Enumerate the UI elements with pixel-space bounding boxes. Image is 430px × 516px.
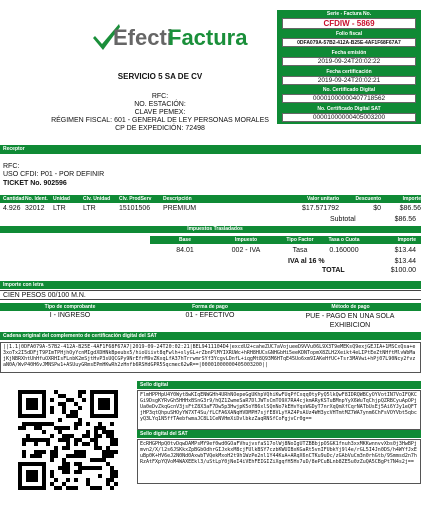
payment-forma-value: 01 - EFECTIVO bbox=[185, 312, 235, 319]
emisor-rfc: RFC: bbox=[151, 93, 169, 100]
payment-metodo-value: PUE - PAGO EN UNA SOLA EXHIBICION bbox=[305, 313, 395, 329]
cert-digital-label: No. Certificado Digital bbox=[322, 87, 376, 93]
taxes-cell-impuesto: 002 - IVA bbox=[231, 247, 261, 254]
concepts-cell-importe: $86.56 bbox=[399, 205, 421, 212]
cert-sat-label: No. Certificado Digital SAT bbox=[317, 106, 381, 112]
subtotal-value: $86.56 bbox=[394, 216, 416, 223]
folio-fiscal-label: Folio fiscal bbox=[335, 31, 363, 37]
fecha-emision-label: Fecha emisión bbox=[331, 50, 367, 56]
sello-sat-text: EcRHGPHpQ0tvDqwDAMPsMY9ef0wd0GOaFVhujvsfaS17olWj8NoIgUTZBBbjpOSGK1fnuh3xxMKKwnnvvXbs0j3HwBPjmvn2/X/l2s6JSKkxZpBGbOdhrGIJxkxM8cjFUlkBSY7czbKWUIBxKGaRt5vnIFUbkYj9l4e/rGL5I4Jn0DS/h4WYfJxEuBp0K+HV6eJ2N0Nd0AxwbTVQekMxoH2t9h1WzPe2nl1Y44KuA+ARqX6nCTKu9uDc/zGAbVuCm3n0rhGtb/9Smmsd2n7hRzAtFXpYQVoM4WAXEEkl3/uStLpY0jNeI4iVEhFEIGIZiXgqfH5Hs7uD/8ePCuBLnb8ZE5u0zZuQA5CBgPt7N4s2j== bbox=[137, 439, 421, 484]
taxes-cell-tipo-factor: Tasa bbox=[292, 247, 308, 254]
concepts-cell-cantidad: 4.926 bbox=[3, 205, 21, 212]
letra-header: Importe con letra bbox=[0, 281, 421, 289]
concepts-header-cantidad: Cantidad bbox=[3, 196, 25, 202]
logo-text-factura: Factura bbox=[168, 25, 248, 50]
serie-label: Serie - Factura No. bbox=[326, 11, 372, 17]
sello-digital-text: FlmHPPHpU4Y0Wyt8wKIqENWGHh4URhNOepeGgUKhpVQhiKwFUqPfCxqq0tyPyQ5lkQwF8IDRQWBCyOYVotIN7VoIFQKCGi9DsgKYRvGh5HHHxBSnG3r9/hQZ1ZwmeSaR7DlJWTsCmTO9X7RA4cjkmARyKSTuBMnpYyX6WuTqChjpQZRBCyuApOPjUa0eDvZkqGcnV3jsFtZ8X3aF7Dw5p3HwjpK5oYB6xlSQnNo7kEHvYqxWGDyT7nrXqQmXfCqrNATbUsEj5Ai6YJy1eQFTjHP3qtQhpuSHOyYW7XT4Su/fLCFA6XANqHVDMPH7sjfE8VLyYAZ4PsAUz4WH3ycVHTmtMZ7WA7ynm6ChFsVOYVbt5qbcyQ3LYq1N5ffTAebfwmaJC8L1CeNVHmXiDvlbkzZaqRNSfCoFgjvCr0g== bbox=[137, 390, 421, 430]
taxes-cell-tasa-cuota: 0.160000 bbox=[329, 247, 359, 254]
emisor-cp: CP DE EXPEDICIÓN: 72498 bbox=[115, 125, 205, 132]
taxes-cell-importe: $13.44 bbox=[394, 247, 416, 254]
concepts-header-clv-unidad: Clv. Unidad bbox=[83, 196, 111, 202]
fecha-certificacion-value: 2019-09-24T20:02:21 bbox=[282, 76, 416, 85]
concepts-header-clv-prodserv: Clv. ProdServ bbox=[119, 196, 152, 202]
cadena-header: Cadena original del complemento de certificación digital del SAT bbox=[0, 332, 421, 340]
concepts-cell-valor-unitario: $17.571792 bbox=[302, 205, 339, 212]
cadena-text: ||1.1|0DFA079A-57B2-412A-B25E-4AF1F68F67A7|2019-09-24T20:02:21|BEL9411104D4|excdU2+caheZUC7aVojueeD9VVu06L9X3T9eMEKsQ9exjGEJIA+1MSCxQsa+e3xoTx2I5dDFjT9PImTPHjhOyYcnMIgdXDHNkBpeubx5/hioUiivt8qFwlh+slyGL+rZbnPlMYIXRUWc+hRH8HUCsGNHGbHi5eeKDNTopmX8ZLH2Xeikt4eLIPtEeZtNHftMlvWbMajKjNBRXhtUhHfuOXRHIsFLnbK2mSjtHvP3sUQCGPy9NrEfrM9vZKxqLfA37hTrrwmrSYf3YcgvLDnfL+iqgMt8Q93M6HTqE45Uo6xm9IAKeHfUC+Tsr3MAVwi+hPj07L90Ncy2fvzaN0A/WvP40H6vJMNSPw1+ASUuyGRmsEPmHKwRh2zHnfb6RSHdGPR5Sqcmec62wR==|00001000000405003200|| bbox=[0, 342, 421, 373]
sello-digital-header: Sello digital bbox=[137, 381, 421, 389]
sello-sat-header: Sello digital del SAT bbox=[137, 430, 421, 438]
folio-fiscal-value: 0DFA079A-57B2-412A-B25E-4AF1F68F67A7 bbox=[282, 38, 416, 47]
iva-value: $13.44 bbox=[394, 258, 416, 265]
fecha-certificacion-label: Fecha certificación bbox=[326, 69, 372, 75]
emisor-estacion: NO. ESTACIÓN: bbox=[134, 101, 186, 108]
concepts-header-descuento: Descuento bbox=[355, 196, 381, 202]
concepts-header-valor-unitario: Valor unitario bbox=[307, 196, 339, 202]
receptor-ticket: TICKET No. 902596 bbox=[3, 180, 67, 187]
taxes-header-impuesto: Impuesto bbox=[234, 237, 258, 243]
concepts-header-unidad: Unidad bbox=[53, 196, 70, 202]
total-value: $100.00 bbox=[390, 267, 416, 274]
receptor-uso-cfdi: USO CFDI: P01 - POR DEFINIR bbox=[3, 171, 105, 178]
payment-metodo-label: Método de pago bbox=[331, 304, 370, 310]
concepts-header-no-ident: No. Ident. bbox=[25, 196, 48, 202]
emisor-name: SERVICIO 5 SA DE CV bbox=[117, 72, 203, 81]
concepts-cell-unidad: LTR bbox=[53, 205, 66, 212]
total-label: TOTAL bbox=[322, 267, 345, 274]
taxes-header-tasa-cuota: Tasa o Cuota bbox=[328, 237, 360, 243]
letra-value: CIEN PESOS 00/100 M.N. bbox=[0, 290, 421, 300]
cert-digital-value: 00001000000407718562 bbox=[282, 94, 416, 103]
subtotal-label: Subtotal bbox=[330, 216, 356, 223]
taxes-cell-base: 84.01 bbox=[176, 247, 194, 254]
payment-tipo-value: I - INGRESO bbox=[49, 312, 91, 319]
taxes-header-base: Base bbox=[179, 237, 191, 243]
iva-label: IVA al 16 % bbox=[288, 258, 325, 265]
fecha-emision-value: 2019-09-24T20:02:22 bbox=[282, 57, 416, 66]
qr-code bbox=[18, 390, 118, 490]
concepts-cell-clv-prodserv: 15101506 bbox=[119, 205, 151, 212]
emisor-clave: CLAVE PEMEX: bbox=[134, 109, 186, 116]
payment-forma-label: Forma de pago bbox=[192, 304, 228, 310]
payment-tipo-label: Tipo de comprobante bbox=[44, 304, 96, 310]
concepts-cell-descuento: $0 bbox=[373, 205, 381, 212]
taxes-header-importe: Importe bbox=[397, 237, 416, 243]
concepts-header-descripcion: Descripción bbox=[163, 196, 192, 202]
cert-sat-value: 00001000000405003200 bbox=[282, 113, 416, 122]
logo bbox=[93, 22, 253, 52]
emisor-regimen: RÉGIMEN FISCAL: 601 - GENERAL DE LEY PERSONAS MORALES bbox=[51, 117, 269, 124]
serie-value: CFDIW - 5869 bbox=[282, 18, 416, 29]
concepts-cell-clv-unidad: LTR bbox=[83, 205, 96, 212]
receptor-rfc: RFC: bbox=[3, 163, 20, 170]
taxes-header-tipo-factor: Tipo Factor bbox=[286, 237, 314, 243]
concepts-cell-descripcion: PREMIUM bbox=[163, 205, 197, 212]
logo-text-efecti: Efecti bbox=[113, 25, 173, 50]
receptor-header: Receptor bbox=[0, 145, 421, 154]
taxes-header: Impuestos Trasladados bbox=[187, 226, 243, 232]
concepts-header-importe: Importe bbox=[402, 196, 421, 202]
concepts-cell-no-ident: 32012 bbox=[25, 205, 45, 212]
